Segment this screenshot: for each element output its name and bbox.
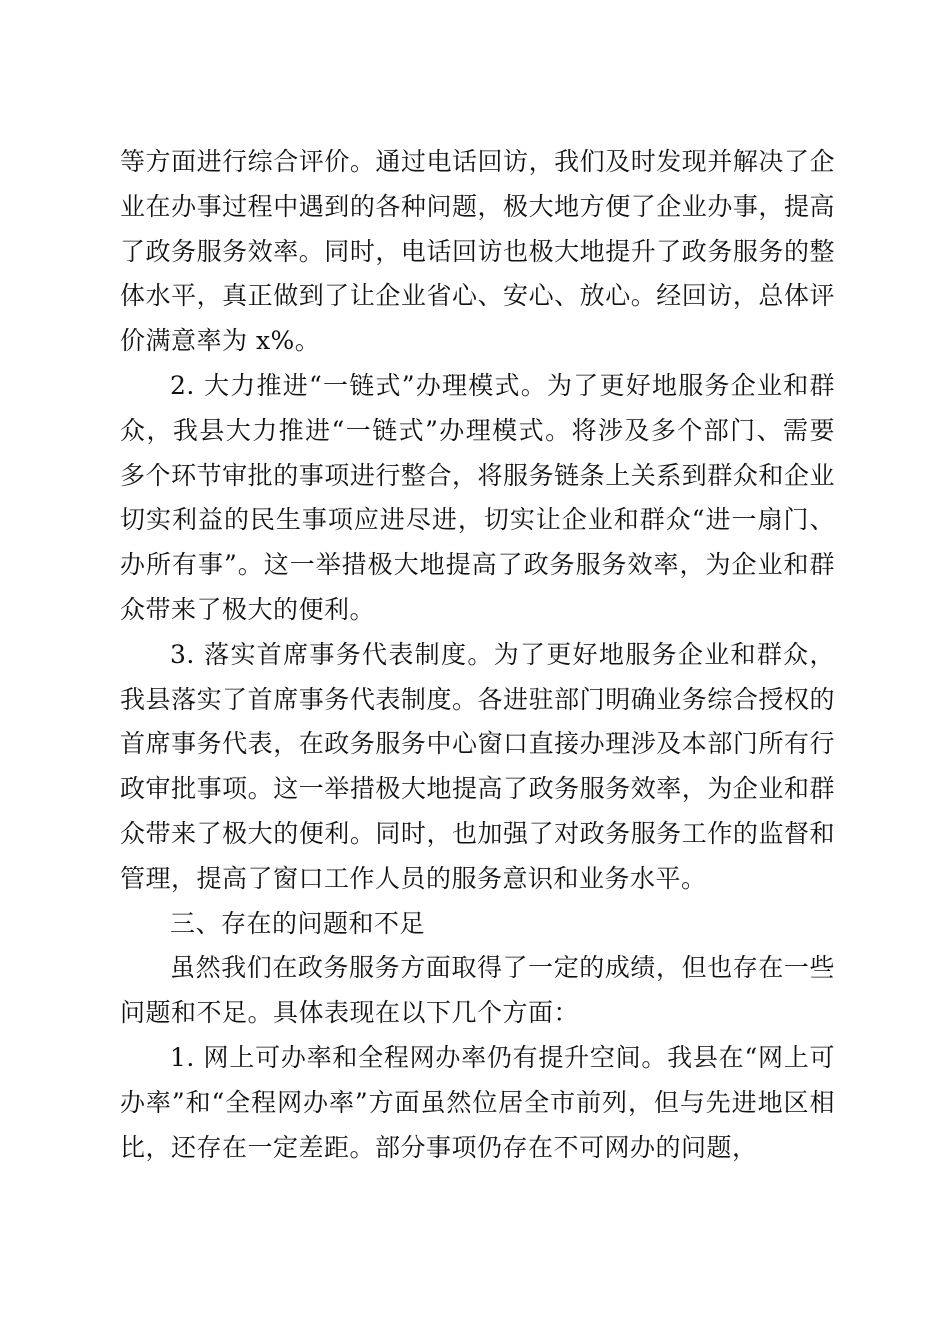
paragraph-item-3: 3. 落实首席事务代表制度。为了更好地服务企业和群众，我县落实了首席事务代表制度。各进驻部门明确业务综合授权的首席事务代表，在政务服务中心窗口直接办理涉及本部门所有行政审批事项。这一举措极大地提高了政务服务效率，为企业和群众带来了极大的便利。同时，也加强了对政务服务工作的监督和管理，提高了窗口工作人员的服务意识和业务水平。 (120, 639, 835, 893)
document-body (120, 140, 835, 1170)
paragraph-intro: 虽然我们在政务服务方面取得了一定的成绩，但也存在一些问题和不足。具体表现在以下几个方面： (120, 953, 835, 1028)
section-heading: 三、存在的问题和不足 (170, 908, 426, 938)
paragraph-problem-1: 1. 网上可办率和全程网办率仍有提升空间。我县在“网上可办率”和“全程网办率”方面虽然位居全市前列，但与先进地区相比，还存在一定差距。部分事项仍存在不可网办的问题， (120, 1042, 835, 1162)
paragraph-continuation: 等方面进行综合评价。通过电话回访，我们及时发现并解决了企业在办事过程中遇到的各种问题，极大地方便了企业办事，提高了政务服务效率。同时，电话回访也极大地提升了政务服务的整体水平，真正做到了让企业省心、安心、放心。经回访，总体评价满意率为 x%。 (120, 147, 835, 356)
paragraph-item-2: 2. 大力推进“一链式”办理模式。为了更好地服务企业和群众，我县大力推进“一链式”办理模式。将涉及多个部门、需要多个环节审批的事项进行整合，将服务链条上关系到群众和企业切实利益的民生事项应进尽进，切实让企业和群众“进一扇门、办所有事”。这一举措极大地提高了政务服务效率，为企业和群众带来了极大的便利。 (120, 370, 835, 624)
